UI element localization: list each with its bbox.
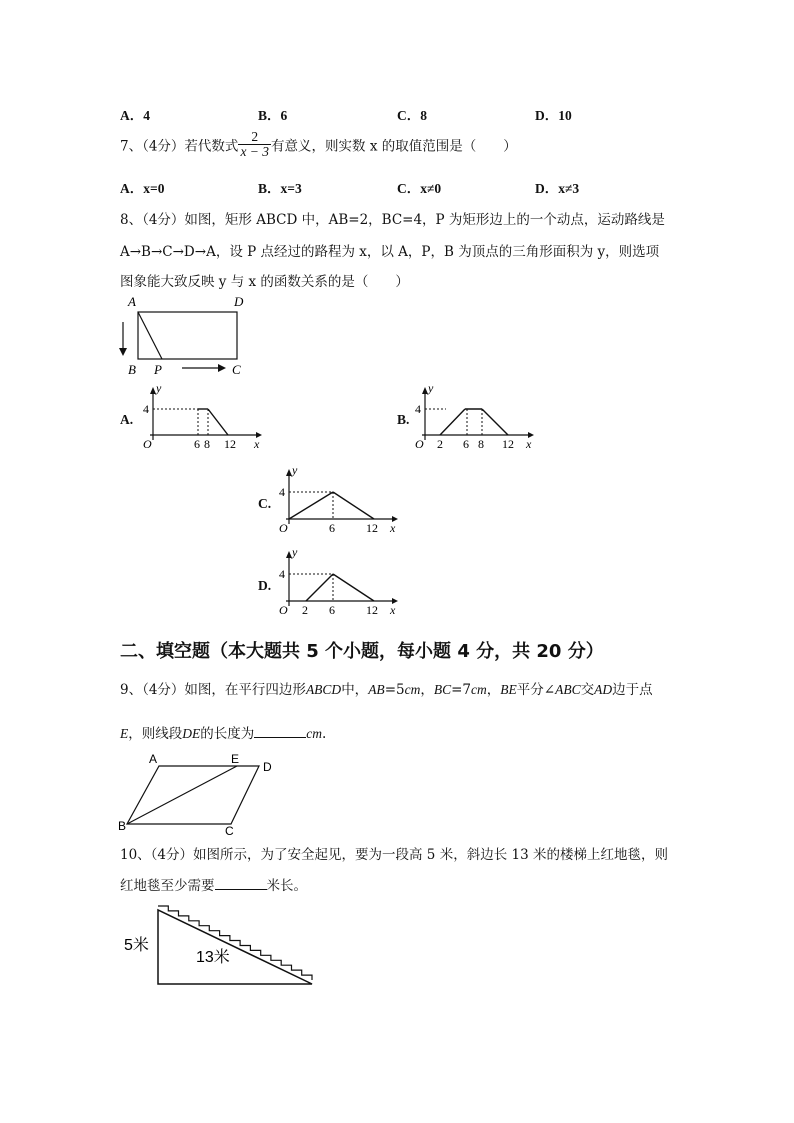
rect-label-c: C bbox=[232, 362, 241, 377]
q9-text-5: =7 bbox=[451, 682, 472, 698]
q9-var-de: DE bbox=[182, 726, 201, 741]
x-tick-2: 2 bbox=[302, 603, 308, 617]
q9-text-11: 的长度为 bbox=[200, 726, 255, 742]
q8-graph-c bbox=[276, 464, 406, 536]
y-tick-4: 4 bbox=[415, 402, 421, 416]
ascending-segment bbox=[306, 574, 333, 601]
x-tick-12: 12 bbox=[366, 603, 378, 617]
ascending-segment bbox=[440, 409, 465, 435]
q6-option-b: B．6 bbox=[258, 108, 288, 123]
q9-text-10: ，则线段 bbox=[128, 726, 183, 742]
fig-label-c: C bbox=[225, 824, 234, 836]
ascending-segment bbox=[289, 492, 333, 519]
y-tick-4: 4 bbox=[279, 485, 285, 499]
q9-text-1: 9、（4分）如图，在平行四边形 bbox=[120, 682, 306, 698]
stair-steps bbox=[158, 906, 312, 980]
q7-prefix: 7、（4分）若代数式 bbox=[120, 138, 239, 155]
rect-label-b: B bbox=[128, 362, 136, 377]
height-label: 5米 bbox=[124, 937, 149, 954]
q7-option-a: A．x=0 bbox=[120, 181, 165, 196]
fig-label-d: D bbox=[263, 760, 272, 774]
segment-ap bbox=[138, 312, 162, 359]
origin-label: O bbox=[143, 437, 152, 451]
q9-text-9: 边于点 bbox=[612, 682, 653, 698]
q9-var-abc: ABC bbox=[555, 682, 581, 697]
q8-line1: 8、（4分）如图，矩形 ABCD 中，AB=2，BC=4，P 为矩形边上的一个动点，运动路线是 bbox=[120, 212, 665, 228]
q7-frac-num: 2 bbox=[238, 130, 271, 145]
y-tick-4: 4 bbox=[143, 402, 149, 416]
x-tick-6: 6 bbox=[194, 437, 200, 451]
q7-stem bbox=[120, 130, 517, 159]
x-tick-6: 6 bbox=[463, 437, 469, 451]
parallelogram-abcd bbox=[127, 766, 259, 824]
q9-text-12: . bbox=[322, 726, 327, 742]
q7-option-b: B．x=3 bbox=[258, 181, 302, 196]
q10-line1: 10、（4分）如图所示，为了安全起见，要为一段高 5 米，斜边长 13 米的楼梯上红地毯，则 bbox=[120, 847, 668, 863]
q10-line2 bbox=[120, 874, 307, 894]
rect-label-d: D bbox=[234, 294, 244, 309]
q8-graph-b bbox=[412, 382, 542, 452]
q7-fraction bbox=[238, 130, 271, 159]
q9-text-4: ， bbox=[420, 682, 434, 698]
y-axis-label: y bbox=[292, 464, 298, 477]
q9-var-be: BE bbox=[500, 682, 517, 697]
q9-var-e: E bbox=[120, 726, 129, 741]
down-arrow-icon bbox=[119, 348, 127, 356]
q6-option-c: C．8 bbox=[397, 108, 427, 123]
y-axis-label: y bbox=[156, 382, 162, 395]
q9-var-ad: AD bbox=[594, 682, 613, 697]
section-title: 二、填空题（本大题共 5 个小题，每小题 4 分，共 20 分） bbox=[120, 641, 604, 662]
hypotenuse-label: 13米 bbox=[196, 949, 230, 966]
x-tick-6: 6 bbox=[329, 521, 335, 535]
q6-option-d: D．10 bbox=[535, 108, 572, 123]
fig-label-e: E bbox=[231, 752, 240, 766]
x-axis-label: x bbox=[390, 603, 396, 617]
q9-text-8: 交 bbox=[580, 682, 595, 698]
q9-text-6: ， bbox=[486, 682, 501, 698]
origin-label: O bbox=[415, 437, 424, 451]
x-tick-12: 12 bbox=[224, 437, 236, 451]
descending-segment bbox=[208, 409, 228, 435]
q9-var-bc: BC bbox=[433, 682, 452, 697]
rect-label-a: A bbox=[128, 294, 136, 309]
q9-unit-cm-3: cm bbox=[306, 726, 322, 741]
q10-staircase-figure bbox=[120, 900, 325, 992]
descending-segment bbox=[333, 574, 374, 601]
right-arrow-icon bbox=[218, 364, 226, 372]
x-tick-12: 12 bbox=[502, 437, 514, 451]
q10-text-a: 红地毯至少需要 bbox=[120, 878, 215, 894]
q7-suffix: 有意义，则实数 x 的取值范围是（ ） bbox=[271, 138, 517, 155]
q9-parallelogram-figure bbox=[115, 748, 285, 836]
q9-answer-blank bbox=[254, 725, 306, 738]
x-tick-12: 12 bbox=[366, 521, 378, 535]
q8-graph-d bbox=[276, 546, 406, 618]
q6-option-a: A．4 bbox=[120, 108, 150, 123]
q7-frac-den: x − 3 bbox=[240, 144, 270, 159]
origin-label: O bbox=[279, 603, 288, 617]
x-tick-6: 6 bbox=[329, 603, 335, 617]
q9-text-2: 中， bbox=[341, 682, 369, 698]
x-tick-8: 8 bbox=[478, 437, 484, 451]
q9-text-3: =5 bbox=[384, 682, 405, 698]
x-axis-label: x bbox=[390, 521, 396, 535]
q8-rectangle-figure bbox=[112, 292, 262, 378]
origin-label: O bbox=[279, 521, 288, 535]
x-axis-label: x bbox=[526, 437, 532, 451]
fig-label-a: A bbox=[149, 752, 158, 766]
rect-abcd bbox=[138, 312, 237, 359]
q9-text-7: 平分∠ bbox=[516, 682, 556, 698]
y-axis-label: y bbox=[292, 546, 298, 559]
q9-line2 bbox=[120, 722, 326, 742]
q9-var-abcd: ABCD bbox=[305, 682, 342, 697]
q8-graph-b-label: B. bbox=[397, 412, 410, 427]
q8-graph-a-label: A. bbox=[120, 412, 134, 427]
rect-label-p: P bbox=[154, 362, 162, 377]
descending-segment bbox=[482, 409, 508, 435]
q10-text-b: 米长。 bbox=[266, 878, 307, 894]
q9-unit-cm-2: cm bbox=[471, 682, 487, 697]
descending-segment bbox=[333, 492, 374, 519]
q9-var-ab: AB bbox=[368, 682, 385, 697]
q9-unit-cm-1: cm bbox=[404, 682, 421, 697]
q8-graph-a bbox=[140, 382, 270, 452]
q8-graph-d-label: D. bbox=[258, 578, 272, 593]
q8-line2: A→B→C→D→A，设 P 点经过的路程为 x，以 A，P，B 为顶点的三角形面积为 y，则选项 bbox=[120, 244, 660, 260]
x-axis-label: x bbox=[254, 437, 260, 451]
fig-label-b: B bbox=[118, 819, 127, 833]
q8-line3: 图象能大致反映 y 与 x 的函数关系的是（ ） bbox=[120, 274, 409, 290]
q9-line1 bbox=[120, 678, 653, 698]
y-tick-4: 4 bbox=[279, 567, 285, 581]
x-tick-2: 2 bbox=[437, 437, 443, 451]
x-tick-8: 8 bbox=[204, 437, 210, 451]
y-axis-label: y bbox=[428, 382, 434, 395]
q8-graph-c-label: C. bbox=[258, 496, 272, 511]
q7-option-d: D．x≠3 bbox=[535, 181, 580, 196]
q10-answer-blank bbox=[215, 877, 267, 890]
q7-option-c: C．x≠0 bbox=[397, 181, 442, 196]
stair-triangle bbox=[158, 910, 312, 984]
